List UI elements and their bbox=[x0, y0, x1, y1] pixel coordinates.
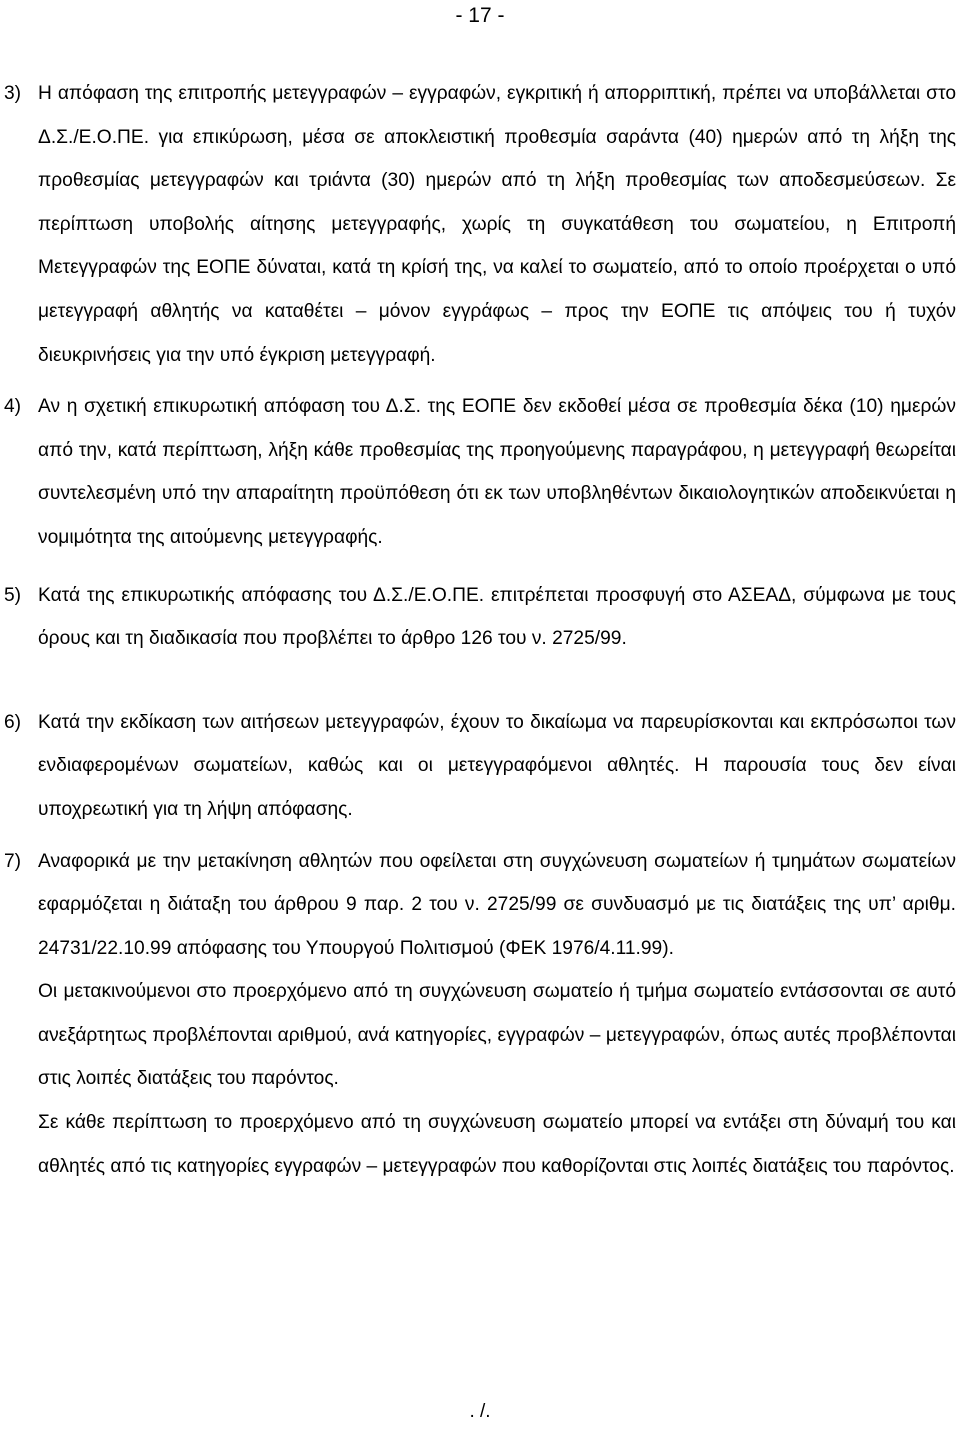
list-item-3 bbox=[0, 72, 960, 377]
paragraph-continuation-2: Σε κάθε περίπτωση το προερχόμενο από τη συγχώνευση σωματείο μπορεί να εντάξει στη δύναμή του και αθλητές από τις κατηγορίες εγγραφών – μετεγγραφών που καθορίζονται στις λοιπές διατάξεις του παρόντος. bbox=[38, 1112, 956, 1177]
list-item-number: 4) bbox=[4, 396, 22, 418]
list-item-number: 7) bbox=[4, 850, 22, 872]
page-number: - 17 - bbox=[455, 4, 505, 27]
continuation-mark: . /. bbox=[469, 1401, 491, 1422]
list-item-text: Κατά της επικυρωτικής απόφασης του Δ.Σ./Ε.Ο.ΠΕ. επιτρέπεται προσφυγή στο ΑΣΕΑΔ, σύμφωνα με τους όρους και τη διαδικασία που προβλέπει το άρθρο 126 του ν. 2725/99. bbox=[38, 584, 956, 650]
list-item-6 bbox=[0, 701, 960, 832]
list-item-text: Αναφορικά με την μετακίνηση αθλητών που οφείλεται στη συγχώνευση σωματείων ή τμημάτων σωματείων εφαρμόζεται η διάταξη του άρθρου 9 παρ. 2 του ν. 2725/99 σε συνδυασμό με τις διατάξεις της υπ’ αριθμ. 24731/22.10.99 απόφασης του Υπουργού Πολιτισμού (ΦΕΚ 1976/4.11.99). bbox=[38, 850, 956, 959]
spacer bbox=[0, 377, 960, 385]
list-item-5 bbox=[0, 574, 960, 661]
spacer bbox=[0, 832, 960, 840]
list-item-text: Η απόφαση της επιτροπής μετεγγραφών – εγγραφών, εγκριτική ή απορριπτική, πρέπει να υποβάλλεται στο Δ.Σ./Ε.Ο.ΠΕ. για επικύρωση, μέσα σε αποκλειστική προθεσμία σαράντα (40) ημερών από τη λήξη της προθεσμίας μετεγγραφών και τριάντα (30) ημερών από τη λήξη προθεσμίας των αποδεσμεύσεων. Σε περίπτωση υποβολής αίτησης μετεγγραφής, χωρίς τη συγκατάθεση του σωματείου, η Επιτροπή Μετεγγραφών της ΕΟΠΕ δύναται, κατά τη κρίσή της, να καλεί το σωματείο, από το οποίο προέρχεται ο υπό μετεγγραφή αθλητής να καταθέτει – μόνον εγγράφως – προς την ΕΟΠΕ τις απόψεις του ή τυχόν διευκρινήσεις για την υπό έγκριση μετεγγραφή. bbox=[38, 83, 956, 366]
spacer bbox=[0, 661, 960, 701]
spacer bbox=[0, 560, 960, 574]
list-item-number: 3) bbox=[4, 83, 22, 104]
list-item-number: 5) bbox=[4, 584, 22, 606]
list-item-4 bbox=[0, 385, 960, 559]
list-item-number: 6) bbox=[4, 711, 22, 733]
paragraph-continuation-1: Οι μετακινούμενοι στο προερχόμενο από τη συγχώνευση σωματείο ή τμήμα σωματείο εντάσσονται σε αυτό ανεξάρτητως προβλέπονται αριθμού, ανά κατηγορίες, εγγραφών – μετεγγραφών, όπως αυτές προβλέπονται στις λοιπές διατάξεις του παρόντος. bbox=[38, 981, 956, 1090]
list-item-text: Κατά την εκδίκαση των αιτήσεων μετεγγραφών, έχουν το δικαίωμα να παρευρίσκονται και εκπρόσωποι των ενδιαφερομένων σωματείων, καθώς και οι μετεγγραφόμενοι αθλητές. Η παρουσία τους δεν είναι υποχρεωτική για τη λήψη απόφασης. bbox=[38, 711, 956, 820]
document-body bbox=[0, 72, 960, 1188]
list-item-text: Αν η σχετική επικυρωτική απόφαση του Δ.Σ. της ΕΟΠΕ δεν εκδοθεί μέσα σε προθεσμία δέκα (10) ημερών από την, κατά περίπτωση, λήξη κάθε προθεσμίας της προηγούμενης παραγράφου, η μετεγγραφή θεωρείται συντελεσμένη υπό την απαραίτητη προϋπόθεση ότι εκ των υποβληθέντων δικαιολογητικών αποδεικνύεται η νομιμότητα της αιτούμενης μετεγγραφής. bbox=[38, 396, 956, 548]
list-item-7 bbox=[0, 840, 960, 971]
